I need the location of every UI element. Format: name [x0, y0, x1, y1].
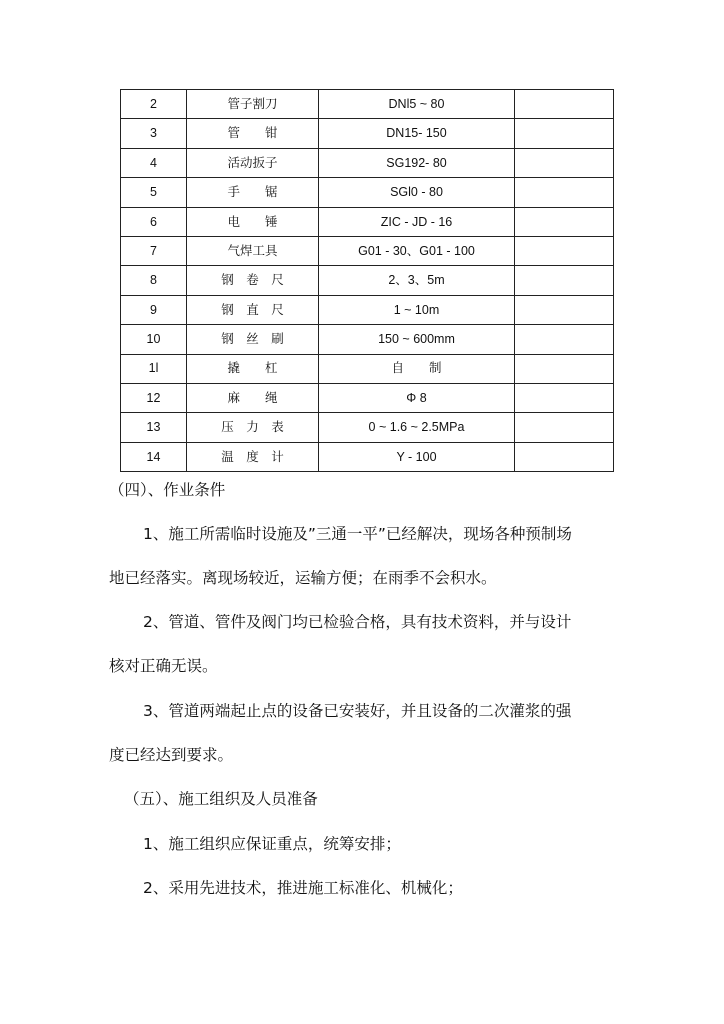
section-4-item-2-line-2: 核对正确无误。 [109, 657, 218, 675]
tool-spec-cell: G01 - 30、G01 - 100 [319, 236, 515, 265]
table-row [121, 413, 614, 442]
extra-cell [515, 178, 614, 207]
tool-spec-cell: 1 ~ 10m [319, 295, 515, 324]
row-number-cell: 2 [121, 90, 187, 119]
tool-name-cell: 温 度 计 [187, 442, 319, 471]
tool-name-cell: 活动扳子 [187, 148, 319, 177]
row-number-cell: 5 [121, 178, 187, 207]
tool-name-cell: 钢 卷 尺 [187, 266, 319, 295]
table-row [121, 207, 614, 236]
tool-name-cell: 管 钳 [187, 119, 319, 148]
extra-cell [515, 266, 614, 295]
section-4-item-2-line-1: 2、管道、管件及阀门均已检验合格，具有技术资料，并与设计 [143, 613, 572, 631]
table-row [121, 119, 614, 148]
tool-spec-cell: DN15- 150 [319, 119, 515, 148]
row-number-cell: 8 [121, 266, 187, 295]
extra-cell [515, 325, 614, 354]
section-5-item-2: 2、采用先进技术，推进施工标准化、机械化； [143, 879, 463, 897]
extra-cell [515, 413, 614, 442]
row-number-cell: 10 [121, 325, 187, 354]
row-number-cell: 13 [121, 413, 187, 442]
row-number-cell: 14 [121, 442, 187, 471]
tool-name-cell: 麻 绳 [187, 383, 319, 412]
table-row [121, 354, 614, 383]
section-4-heading: （四）、作业条件 [109, 481, 226, 499]
extra-cell [515, 90, 614, 119]
tool-spec-cell: Y - 100 [319, 442, 515, 471]
tool-name-cell: 钢 丝 刷 [187, 325, 319, 354]
section-4-item-1-line-2: 地已经落实。离现场较近，运输方便；在雨季不会积水。 [109, 569, 497, 587]
row-number-cell: 7 [121, 236, 187, 265]
extra-cell [515, 236, 614, 265]
extra-cell [515, 295, 614, 324]
section-5-heading: （五）、施工组织及人员准备 [124, 790, 318, 808]
tools-table-body [121, 90, 614, 472]
tool-spec-cell: 2、3、5m [319, 266, 515, 295]
tool-spec-cell: Φ 8 [319, 383, 515, 412]
tool-spec-cell: DNl5 ~ 80 [319, 90, 515, 119]
row-number-cell: 3 [121, 119, 187, 148]
row-number-cell: 12 [121, 383, 187, 412]
section-4-item-3-line-1: 3、管道两端起止点的设备已安装好，并且设备的二次灌浆的强 [143, 702, 572, 720]
tools-table [120, 89, 614, 472]
section-5-item-1: 1、施工组织应保证重点，统筹安排； [143, 835, 401, 853]
extra-cell [515, 119, 614, 148]
tool-name-cell: 钢 直 尺 [187, 295, 319, 324]
row-number-cell: 9 [121, 295, 187, 324]
section-4-item-1-line-1: 1、施工所需临时设施及”三通一平”已经解决，现场各种预制场 [143, 525, 572, 543]
table-row [121, 295, 614, 324]
extra-cell [515, 148, 614, 177]
tool-spec-cell: 自 制 [319, 354, 515, 383]
tool-spec-cell: 0 ~ 1.6 ~ 2.5MPa [319, 413, 515, 442]
extra-cell [515, 442, 614, 471]
section-4-item-3-line-2: 度已经达到要求。 [109, 746, 234, 764]
tool-spec-cell: SGl0 - 80 [319, 178, 515, 207]
table-row [121, 266, 614, 295]
row-number-cell: 6 [121, 207, 187, 236]
table-row [121, 383, 614, 412]
table-row [121, 90, 614, 119]
tool-name-cell: 压 力 表 [187, 413, 319, 442]
table-row [121, 178, 614, 207]
extra-cell [515, 383, 614, 412]
tool-spec-cell: 150 ~ 600mm [319, 325, 515, 354]
row-number-cell: 4 [121, 148, 187, 177]
table-row [121, 442, 614, 471]
extra-cell [515, 207, 614, 236]
extra-cell [515, 354, 614, 383]
row-number-cell: 1l [121, 354, 187, 383]
table-row [121, 236, 614, 265]
table-row [121, 325, 614, 354]
tool-name-cell: 撬 杠 [187, 354, 319, 383]
tool-spec-cell: SG192- 80 [319, 148, 515, 177]
tool-spec-cell: ZIC - JD - 16 [319, 207, 515, 236]
tool-name-cell: 电 锤 [187, 207, 319, 236]
table-row [121, 148, 614, 177]
tool-name-cell: 气焊工具 [187, 236, 319, 265]
tool-name-cell: 管子割刀 [187, 90, 319, 119]
tool-name-cell: 手 锯 [187, 178, 319, 207]
